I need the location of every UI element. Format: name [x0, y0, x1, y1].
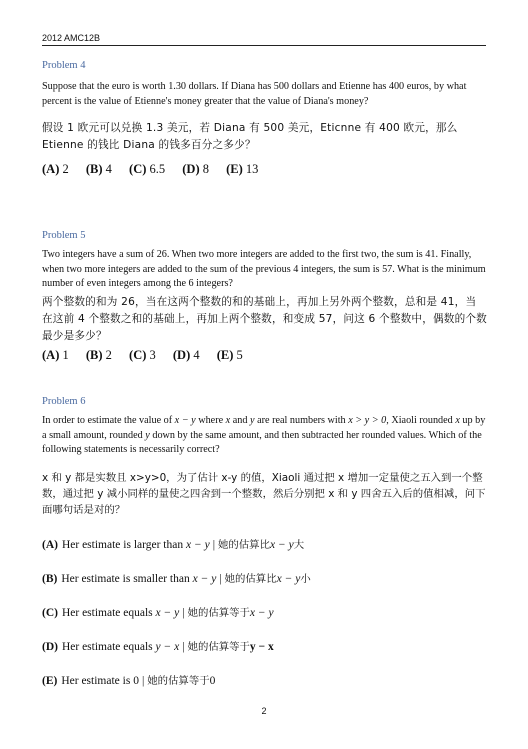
- choice-c: (C) 6.5: [129, 162, 166, 176]
- page-header: 2012 AMC12B: [42, 33, 486, 46]
- problem-4-chinese: 假设 1 欧元可以兑换 1.3 美元，若 Diana 有 500 美元，Eticnne 有 400 欧元，那么 Etienne 的钱比 Diana 的钱多百分之多少？: [42, 122, 458, 151]
- problem-6-title: Problem 6: [42, 396, 86, 407]
- choice-a: (A) 1: [42, 348, 69, 362]
- choice-b: (B) 2: [85, 348, 112, 362]
- choice-e: (E) 13: [226, 162, 259, 176]
- page-number: 2: [261, 706, 267, 716]
- option-a: (A) Her estimate is larger than x − y | 她的估算比x − y大: [42, 539, 305, 551]
- choice-d: (D) 4: [172, 348, 200, 362]
- problem-5-chinese: 两个整数的和为 26，当在这两个整数的和的基础上，再加上另外两个整数，总和是 41，当在这前 4 个整数之和的基础上，再加上两个整数，和变成 57，问这 6 个整数中，偶数的个数最少是多少？: [42, 296, 487, 342]
- choice-a: (A) 2: [42, 162, 69, 176]
- choice-c: (C) 3: [129, 348, 156, 362]
- problem-5-title: Problem 5: [42, 230, 86, 241]
- problem-4-choices: [42, 162, 487, 177]
- problem-6-chinese: x 和 y 都是实数且 x>y>0，为了估计 x-y 的值，Xiaoli 通过把 x 增加一定量使之五入到一个整数，通过把 y 减小同样的量使之四舍到一个整数，然后分别把 x 和 y 四舍五入后的值相减，问下面哪句话是对的？: [42, 472, 486, 516]
- choice-d: (D) 8: [182, 162, 209, 176]
- problem-4-english: Suppose that the euro is worth 1.30 dollars. If Diana has 500 dollars and Etienne has 400 euros, by what percent is the value of Etienne's money greater that the value of Diana's money?: [42, 81, 467, 107]
- option-c: (C) Her estimate equals x − y | 她的估算等于x − y: [42, 607, 274, 619]
- problem-4-title: Problem 4: [42, 60, 86, 71]
- problem-5-english: Two integers have a sum of 26. When two more integers are added to the first two, the sum is 41. Finally, when two more integers are added to the sum of the previous 4 integers, the sum is 57. What is the minimum number of even integers among the 6 integers?: [42, 249, 486, 289]
- option-d: (D) Her estimate equals y − x | 她的估算等于y − x: [42, 641, 274, 653]
- choice-e: (E) 5: [216, 348, 243, 362]
- option-b: (B) Her estimate is smaller than x − y | 她的估算比x − y小: [42, 573, 311, 585]
- problem-5-choices: [42, 348, 487, 363]
- problem-6-english: In order to estimate the value of x − y where x and y are real numbers with x > y > 0, Xiaoli rounded x up by a small amount, rounded y down by the same amount, and then subtracted her rounded values. Which of the following statements is necessarily correct?: [42, 415, 486, 455]
- option-e: (E) Her estimate is 0 | 她的估算等于0: [42, 675, 216, 687]
- choice-b: (B) 4: [85, 162, 112, 176]
